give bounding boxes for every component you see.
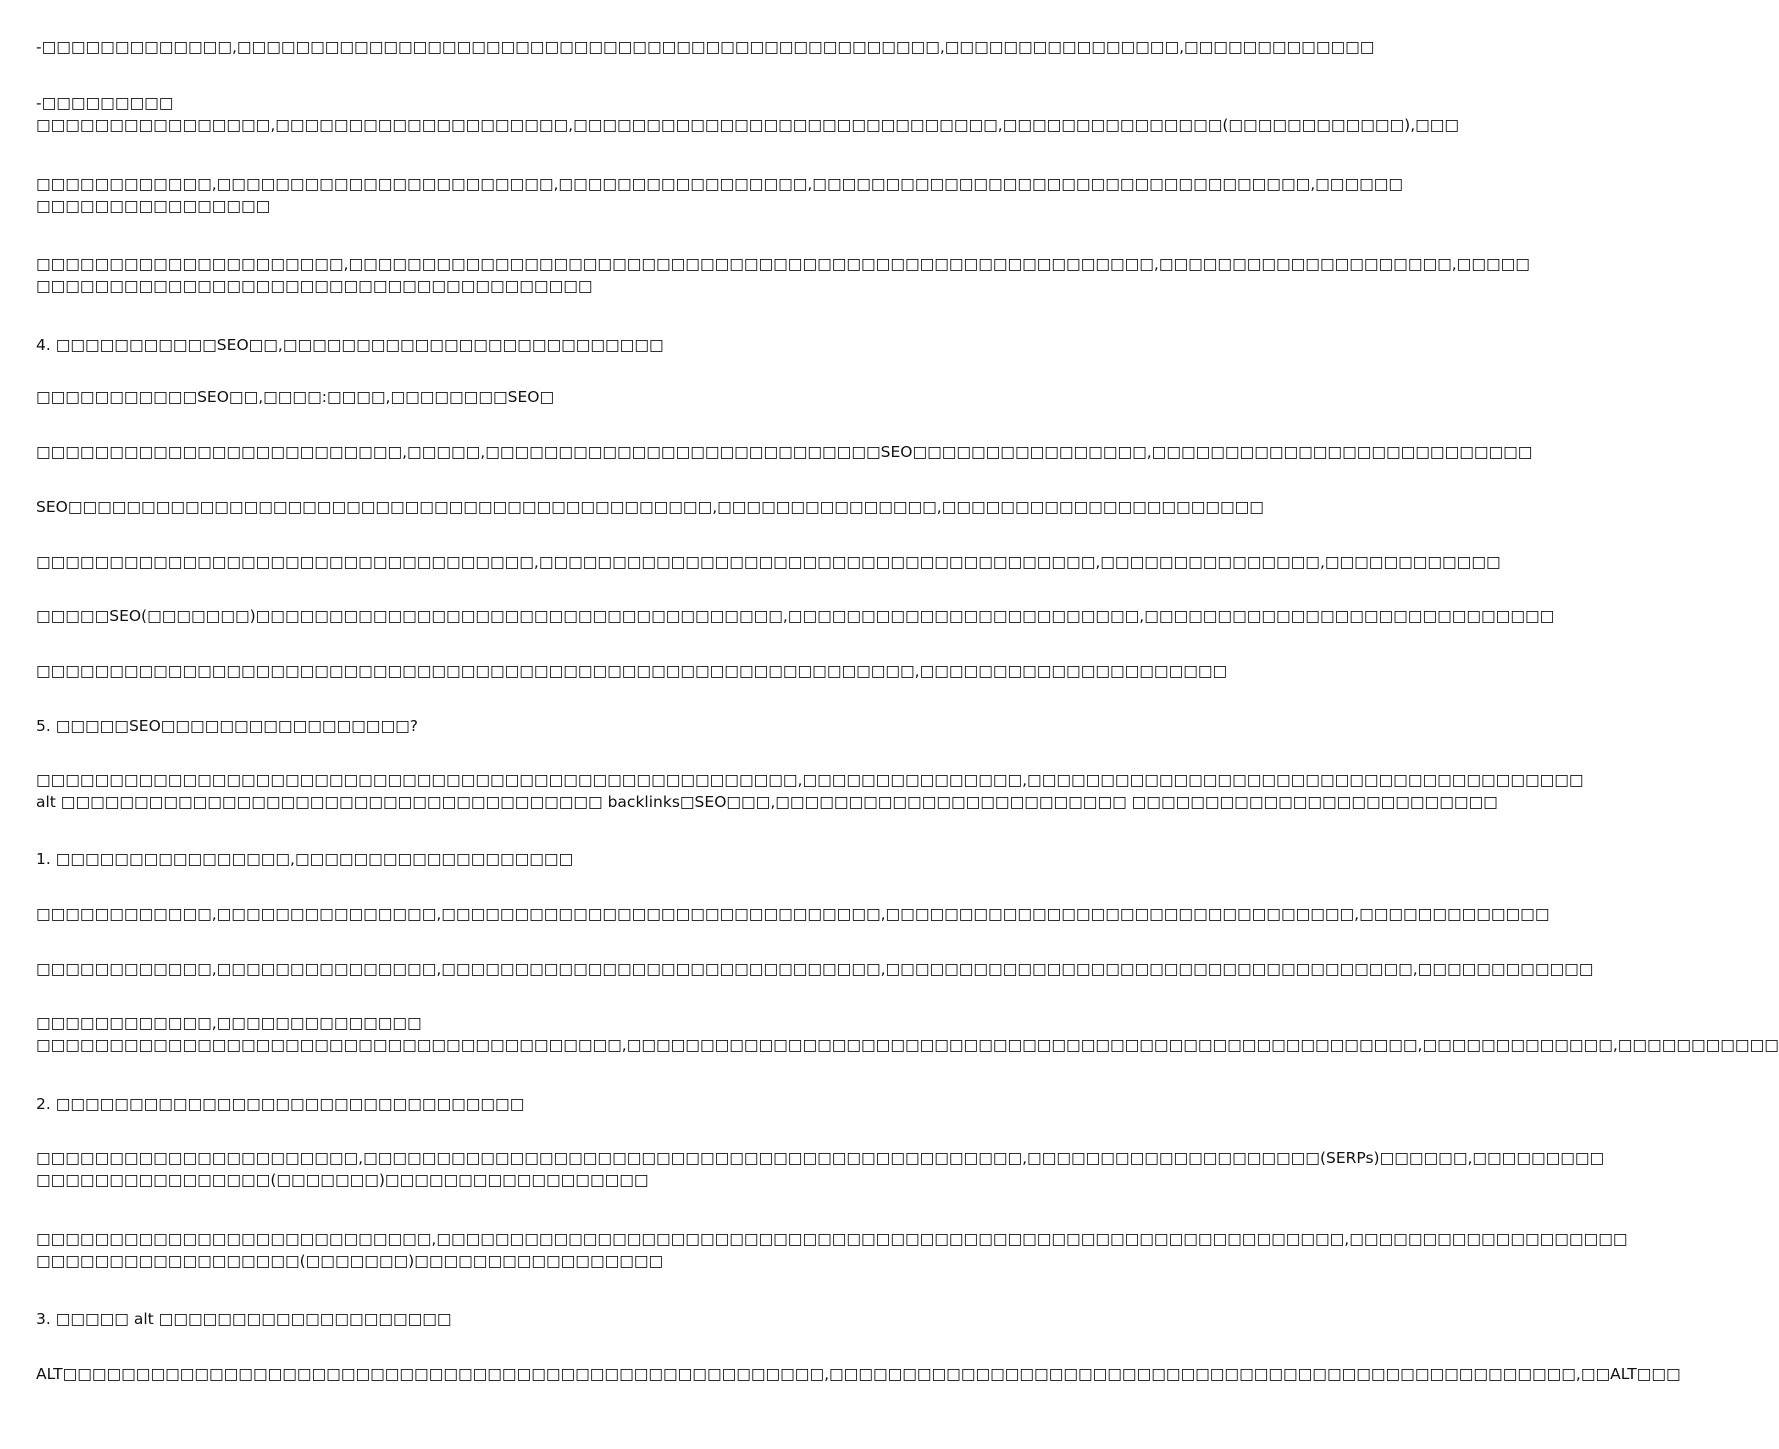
paragraph-line: alt □□□□□□□□□□□□□□□□□□□□□□□□□□□□□□□□□□□□□ backlinks□SEO□□□,□□□□□□□□□□□□□□□□□□□□□□□□ □□□□□□□□□□□□□□□□□□□□□□□□□ <box>36 793 1498 811</box>
paragraph-line: -□□□□□□□□□ <box>36 94 174 112</box>
paragraph <box>36 496 1264 518</box>
paragraph-line: □□□□□□□□□□□□,□□□□□□□□□□□□□□□,□□□□□□□□□□□□□□□□□□□□□□□□□□□□□□,□□□□□□□□□□□□□□□□□□□□□□□□□□□□□□□□,□□□□□□□□□□□□□ <box>36 905 1550 923</box>
paragraph <box>36 660 1228 682</box>
paragraph-line: SEO□□□□□□□□□□□□□□□□□□□□□□□□□□□□□□□□□□□□□□□□□□□□,□□□□□□□□□□□□□□□,□□□□□□□□□□□□□□□□□□□□□□ <box>36 498 1264 516</box>
paragraph-line: ALT□□□□□□□□□□□□□□□□□□□□□□□□□□□□□□□□□□□□□□□□□□□□□□□□□□□□,□□□□□□□□□□□□□□□□□□□□□□□□□□□□□□□□□□□□□□□□□□□□□□□□□□□,□□ALT□□□ <box>36 1365 1681 1383</box>
paragraph-line: □□□□□□□□□□□□□□□□□□□□□□□□□□□□□□□□□□□□□□□□□□□□□□□□□□□□□□□□□□□□,□□□□□□□□□□□□□□□□□□□□□ <box>36 662 1228 680</box>
paragraph-line: □□□□□□□□□□□□□□□□□□(□□□□□□□)□□□□□□□□□□□□□□□□□ <box>36 1252 664 1270</box>
paragraph <box>36 848 990 870</box>
paragraph-line: □□□□□□□□□□□□□□□□,□□□□□□□□□□□□□□□□□□□□,□□□□□□□□□□□□□□□□□□□□□□□□□□□□□,□□□□□□□□□□□□□□□(□□□□□□□□□□□□),□□□ <box>36 116 1460 134</box>
paragraph <box>36 1093 990 1115</box>
paragraph-line: 3. □□□□□ alt □□□□□□□□□□□□□□□□□□□□ <box>36 1310 452 1328</box>
paragraph-line: □□□□□□□□□□□□□□□□(□□□□□□□)□□□□□□□□□□□□□□□□□□ <box>36 1171 649 1189</box>
paragraph-line: -□□□□□□□□□□□□□,□□□□□□□□□□□□□□□□□□□□□□□□□□□□□□□□□□□□□□□□□□□□□□□□,□□□□□□□□□□□□□□□□,□□□□□□□□□□□□□ <box>36 38 1375 56</box>
paragraph <box>36 1228 1628 1272</box>
paragraph <box>36 173 1404 217</box>
paragraph-line: □□□□□□□□□□□□□□□□□□□□□,□□□□□□□□□□□□□□□□□□□□□□□□□□□□□□□□□□□□□□□□□□□□□□□□□□□□□□□,□□□□□□□□□□□□□□□□□□□□,□□□□□ <box>36 255 1530 273</box>
paragraph <box>36 441 1533 463</box>
paragraph <box>36 715 990 737</box>
paragraph-line: 1. □□□□□□□□□□□□□□□□,□□□□□□□□□□□□□□□□□□□ <box>36 850 574 868</box>
paragraph-line: 4. □□□□□□□□□□□SEO□□,□□□□□□□□□□□□□□□□□□□□□□□□□□ <box>36 336 664 354</box>
paragraph <box>36 605 1555 627</box>
paragraph-line: □□□□□□□□□□□□□□□□□□□□□□□□□□□□□□□□□□□□□□□□,□□□□□□□□□□□□□□□□□□□□□□□□□□□□□□□□□□□□□□□□□□□□□□□□□□□□□□,□□□□□□□□□□□□□,□□□□□□□□□□□ <box>36 1036 1779 1054</box>
paragraph-line: □□□□□SEO(□□□□□□□)□□□□□□□□□□□□□□□□□□□□□□□□□□□□□□□□□□□□,□□□□□□□□□□□□□□□□□□□□□□□□,□□□□□□□□□□□□□□□□□□□□□□□□□□□□ <box>36 607 1555 625</box>
paragraph <box>36 1308 990 1330</box>
paragraph <box>36 958 1594 980</box>
paragraph <box>36 1012 1779 1056</box>
paragraph <box>36 903 1550 925</box>
paragraph <box>36 769 1584 813</box>
paragraph-line: □□□□□□□□□□□□□□□□□□□□□□,□□□□□□□□□□□□□□□□□□□□□□□□□□□□□□□□□□□□□□□□□□□□□,□□□□□□□□□□□□□□□□□□□□(SERPs)□□□□□□,□□□□□□□□□ <box>36 1149 1605 1167</box>
paragraph-line: □□□□□□□□□□□□□□□□□□□□□□□□□□□□□□□□□□□□□□ <box>36 277 593 295</box>
paragraph <box>36 1147 1605 1191</box>
paragraph-line: □□□□□□□□□□□□□□□□ <box>36 197 271 215</box>
paragraph-line: □□□□□□□□□□□□,□□□□□□□□□□□□□□ <box>36 1014 422 1032</box>
paragraph-line: □□□□□□□□□□□□,□□□□□□□□□□□□□□□□□□□□□□□,□□□□□□□□□□□□□□□□□,□□□□□□□□□□□□□□□□□□□□□□□□□□□□□□□□□□,□□□□□□ <box>36 175 1404 193</box>
paragraph <box>36 92 1460 136</box>
paragraph <box>36 334 990 356</box>
paragraph <box>36 386 990 408</box>
paragraph-line: □□□□□□□□□□□□□□□□□□□□□□□□□□□,□□□□□□□□□□□□□□□□□□□□□□□□□□□□□□□□□□□□□□□□□□□□□□□□□□□□□□□□□□□□□□,□□□□□□□□□□□□□□□□□□□ <box>36 1230 1628 1248</box>
paragraph <box>36 1363 1681 1385</box>
paragraph-line: □□□□□□□□□□□□□□□□□□□□□□□□□,□□□□□,□□□□□□□□□□□□□□□□□□□□□□□□□□□SEO□□□□□□□□□□□□□□□□,□□□□□□□□□□□□□□□□□□□□□□□□□□ <box>36 443 1533 461</box>
paragraph <box>36 36 1375 58</box>
paragraph <box>36 253 1530 297</box>
paragraph-line: □□□□□□□□□□□□□□□□□□□□□□□□□□□□□□□□□□□□□□□□□□□□□□□□□□□□,□□□□□□□□□□□□□□□,□□□□□□□□□□□□□□□□□□□□□□□□□□□□□□□□□□□□□□ <box>36 771 1584 789</box>
paragraph-line: □□□□□□□□□□□□,□□□□□□□□□□□□□□□,□□□□□□□□□□□□□□□□□□□□□□□□□□□□□□,□□□□□□□□□□□□□□□□□□□□□□□□□□□□□□□□□□□□,□□□□□□□□□□□□ <box>36 960 1594 978</box>
paragraph-line: □□□□□□□□□□□□□□□□□□□□□□□□□□□□□□□□□□,□□□□□□□□□□□□□□□□□□□□□□□□□□□□□□□□□□□□□□,□□□□□□□□□□□□□□□,□□□□□□□□□□□□ <box>36 553 1501 571</box>
document-page <box>36 36 1779 1436</box>
paragraph-line: □□□□□□□□□□□SEO□□,□□□□:□□□□,□□□□□□□□SEO□ <box>36 388 555 406</box>
paragraph <box>36 551 1501 573</box>
paragraph-line: 2. □□□□□□□□□□□□□□□□□□□□□□□□□□□□□□□□ <box>36 1095 525 1113</box>
paragraph-line: 5. □□□□□SEO□□□□□□□□□□□□□□□□□? <box>36 717 418 735</box>
